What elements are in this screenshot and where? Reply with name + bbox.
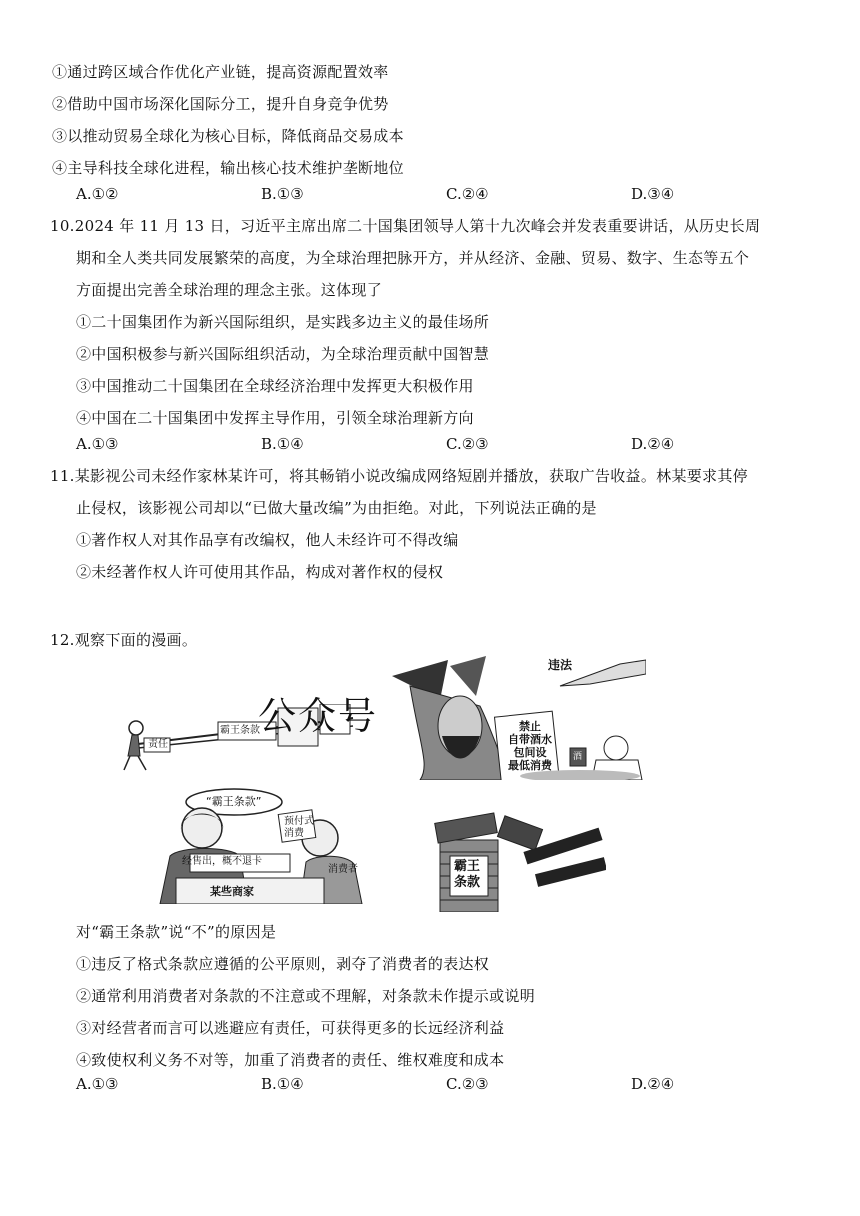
cartoon-wall-line-1: 霸王 — [454, 859, 481, 874]
q9-option-c[interactable]: C.②④ — [446, 185, 489, 203]
q10-option-c[interactable]: C.②③ — [446, 435, 489, 453]
cartoon-sign-line-4: 最低消费 — [508, 759, 552, 772]
q12-stem: 12.观察下面的漫画。 — [50, 631, 198, 649]
cartoon-panel-3 — [150, 786, 374, 904]
cartoon-prepaid-line-2: 消费 — [284, 828, 304, 839]
q10-stem-line-1: 10.2024 年 11 月 13 日，习近平主席出席二十国集团领导人第十九次峰会并发表重要讲话，从历史长周 — [50, 217, 761, 235]
q9-option-a[interactable]: A.①② — [76, 185, 119, 203]
q9-item-3: ③以推动贸易全球化为核心目标，降低商品交易成本 — [52, 127, 404, 145]
cartoon-prepaid-card — [284, 816, 314, 840]
q10-option-b[interactable]: B.①④ — [261, 435, 304, 453]
cartoon-label-clause: 霸王条款 — [220, 725, 260, 736]
q10-item-4: ④中国在二十国集团中发挥主导作用，引领全球治理新方向 — [76, 409, 474, 427]
q12-item-3: ③对经营者而言可以逃避应有责任，可获得更多的长远经济利益 — [76, 1019, 505, 1037]
q10-item-1: ①二十国集团作为新兴国际组织，是实践多边主义的最佳场所 — [76, 313, 490, 331]
q12-options — [76, 1074, 816, 1094]
q12-option-d[interactable]: D.②④ — [631, 1075, 675, 1093]
q11-stem-line-1: 11.某影视公司未经作家林某许可，将其畅销小说改编成网络短剧并播放，获取广告收益。林某要求其停 — [50, 467, 748, 485]
q11-item-1: ①著作权人对其作品享有改编权，他人未经许可不得改编 — [76, 531, 459, 549]
q10-stem-line-3: 方面提出完善全球治理的理念主张。这体现了 — [76, 281, 383, 299]
q12-item-2: ②通常利用消费者对条款的不注意或不理解，对条款未作提示或说明 — [76, 987, 536, 1005]
q12-item-4: ④致使权利义务不对等，加重了消费者的责任、维权难度和成本 — [76, 1051, 505, 1069]
q12-option-a[interactable]: A.①③ — [76, 1075, 119, 1093]
q12-item-1: ①违反了格式条款应遵循的公平原则，剥夺了消费者的表达权 — [76, 955, 490, 973]
q10-item-3: ③中国推动二十国集团在全球经济治理中发挥更大积极作用 — [76, 377, 474, 395]
cartoon-sign-line-3: 包间设 — [513, 746, 547, 759]
cartoon-label-responsibility: 责任 — [148, 739, 168, 750]
watermark: 公众号 — [258, 694, 379, 738]
cartoon-label-consumer: 消费者 — [328, 864, 358, 875]
q12-option-c[interactable]: C.②③ — [446, 1075, 489, 1093]
cartoon-label-clause-bubble: “霸王条款” — [206, 795, 262, 808]
cartoon-panel-4 — [426, 800, 606, 912]
cartoon-sign-line-1: 禁止 — [519, 720, 541, 733]
q12-question: 对“霸王条款”说“不”的原因是 — [76, 923, 277, 941]
q10-option-d[interactable]: D.②④ — [631, 435, 675, 453]
q11-stem-line-2: 止侵权，该影视公司却以“已做大量改编”为由拒绝。对此，下列说法正确的是 — [76, 499, 597, 517]
cartoon-panel-2 — [390, 656, 646, 780]
cartoon-prepaid-line-1: 预付式 — [284, 816, 314, 827]
cartoon-label-violation: 违法 — [548, 658, 573, 672]
q10-options — [76, 434, 816, 454]
cartoon-wall-line-2: 条款 — [454, 875, 481, 890]
cartoon-label-no-refund: 经售出，概不退卡 — [182, 856, 262, 867]
q12-option-b[interactable]: B.①④ — [261, 1075, 304, 1093]
q9-options — [76, 184, 816, 204]
q9-option-b[interactable]: B.①③ — [261, 185, 304, 203]
cartoon-label-wine: 酒 — [573, 752, 583, 762]
q10-stem-line-2: 期和全人类共同发展繁荣的高度，为全球治理把脉开方，并从经济、金融、贸易、数字、生态等五个 — [76, 249, 750, 267]
q9-option-d[interactable]: D.③④ — [631, 185, 675, 203]
cartoon-sign — [506, 720, 554, 772]
q9-item-2: ②借助中国市场深化国际分工，提升自身竞争优势 — [52, 95, 389, 113]
cartoon-sign-line-2: 自带酒水 — [508, 733, 552, 746]
q10-option-a[interactable]: A.①③ — [76, 435, 119, 453]
q10-item-2: ②中国积极参与新兴国际组织活动，为全球治理贡献中国智慧 — [76, 345, 490, 363]
q9-item-4: ④主导科技全球化进程，输出核心技术维护垄断地位 — [52, 159, 404, 177]
cartoon-label-merchant: 某些商家 — [210, 885, 254, 898]
q11-item-2: ②未经著作权人许可使用其作品，构成对著作权的侵权 — [76, 563, 444, 581]
q9-item-1: ①通过跨区域合作优化产业链，提高资源配置效率 — [52, 63, 389, 81]
cartoon-wall-label — [454, 859, 480, 891]
